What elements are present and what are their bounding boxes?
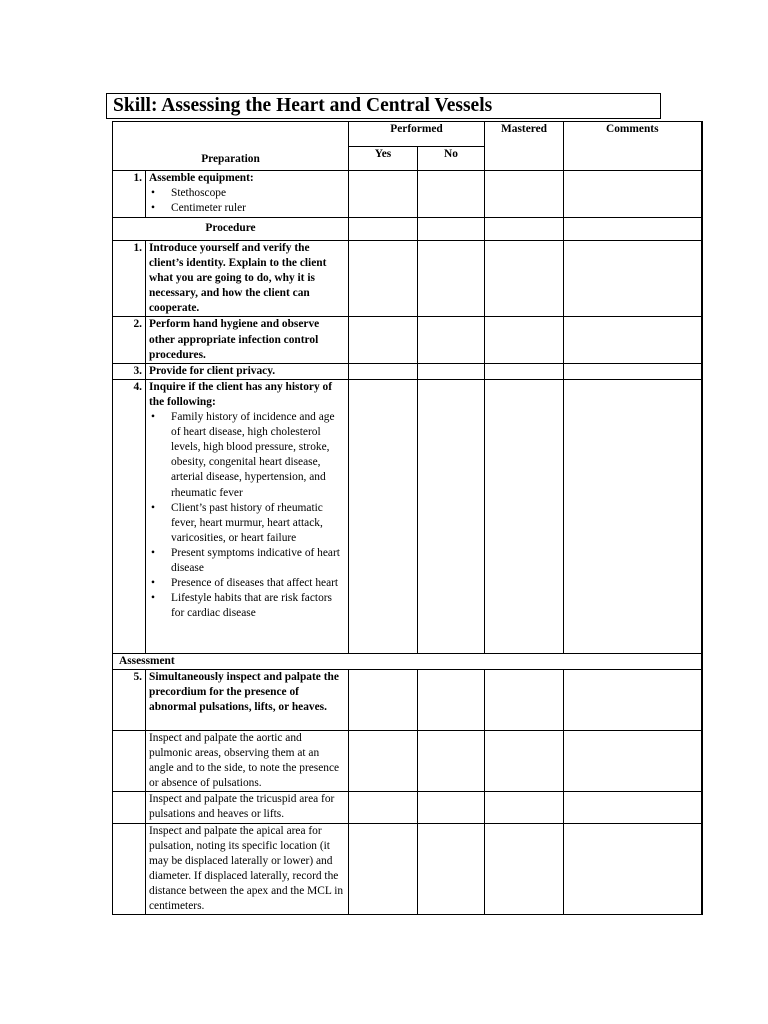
mastered-cell[interactable] [485,363,564,379]
substep-text: Inspect and palpate the apical area for pulsation, noting its specific location (it may be displaced laterally or lower) and diameter. If displaced laterally, record the distance between the apex and the MCL in centimeters. [146,823,349,915]
no-cell[interactable] [418,792,485,823]
mastered-cell[interactable] [485,823,564,915]
comments-header: Comments [564,122,702,171]
mastered-header: Mastered [485,122,564,171]
substep-text: Inspect and palpate the tricuspid area for pulsations and heaves or lifts. [146,792,349,823]
mastered-cell[interactable] [485,792,564,823]
step-title: Inquire if the client has any history of the following: [149,380,333,408]
comments-cell[interactable] [564,317,702,363]
comments-cell[interactable] [564,241,702,317]
step-number: 1. [113,241,146,317]
no-cell[interactable] [418,823,485,915]
yes-cell[interactable] [349,823,418,915]
comments-cell[interactable] [564,792,702,823]
yes-cell[interactable] [349,171,418,218]
step-number: 2. [113,317,146,363]
yes-cell[interactable] [349,241,418,317]
mastered-cell[interactable] [485,379,564,653]
step-number-empty [113,823,146,915]
header-row-top [113,122,702,147]
no-cell[interactable] [418,730,485,791]
table-row [113,669,702,730]
mastered-cell[interactable] [485,218,564,241]
mastered-cell[interactable] [485,241,564,317]
no-cell[interactable] [418,171,485,218]
assessment-header-row [113,653,702,669]
procedure-header-row [113,218,702,241]
list-item: • Client’s past history of rheumatic fever, heart murmur, heart attack, varicosities, or heart failure [171,501,345,546]
no-cell[interactable] [418,363,485,379]
step-number-empty [113,792,146,823]
substep-text: Inspect and palpate the aortic and pulmonic areas, observing them at an angle and to the side, to note the presence or absence of pulsations. [146,730,349,791]
yes-cell[interactable] [349,792,418,823]
mastered-cell[interactable] [485,730,564,791]
no-cell[interactable] [418,218,485,241]
no-cell[interactable] [418,317,485,363]
performed-header: Performed [349,122,485,147]
step-text: Introduce yourself and verify the client’s identity. Explain to the client what you are going to do, why it is necessary, and how the client can cooperate. [146,241,349,317]
yes-cell[interactable] [349,730,418,791]
step-number: 4. [113,379,146,653]
step-number: 3. [113,363,146,379]
step-title: Assemble equipment: [149,172,254,184]
table-row [113,730,702,791]
list-item: • Present symptoms indicative of heart disease [171,546,345,576]
list-item: • Family history of incidence and age of heart disease, high cholesterol levels, high blood pressure, stroke, obesity, congenital heart disease, arterial disease, hypertension, and rheumatic fever [171,410,345,501]
table-row [113,823,702,915]
table-row [113,792,702,823]
list-item: • Stethoscope [171,186,345,201]
list-item: • Presence of diseases that affect heart [171,576,345,591]
no-cell[interactable] [418,241,485,317]
skill-checklist-table [112,121,703,915]
bullet-list [149,410,345,621]
step-text: Provide for client privacy. [146,363,349,379]
mastered-cell[interactable] [485,171,564,218]
comments-cell[interactable] [564,363,702,379]
yes-header: Yes [349,147,418,171]
comments-cell[interactable] [564,379,702,653]
page-title: Skill: Assessing the Heart and Central Vessels [113,95,493,116]
table-row [113,241,702,317]
comments-cell[interactable] [564,730,702,791]
no-header: No [418,147,485,171]
step-number: 5. [113,669,146,730]
bullet-list [149,186,345,216]
yes-cell[interactable] [349,218,418,241]
step-text [146,171,349,218]
yes-cell[interactable] [349,363,418,379]
table-row [113,317,702,363]
comments-cell[interactable] [564,218,702,241]
mastered-cell[interactable] [485,669,564,730]
comments-cell[interactable] [564,669,702,730]
comments-cell[interactable] [564,823,702,915]
table-row [113,379,702,653]
list-item: • Lifestyle habits that are risk factors for cardiac disease [171,591,345,621]
yes-cell[interactable] [349,669,418,730]
step-number-empty [113,730,146,791]
procedure-header: Procedure [113,218,349,241]
assessment-header: Assessment [113,653,702,669]
step-text: Perform hand hygiene and observe other appropriate infection control procedures. [146,317,349,363]
yes-cell[interactable] [349,379,418,653]
mastered-cell[interactable] [485,317,564,363]
comments-cell[interactable] [564,171,702,218]
no-cell[interactable] [418,379,485,653]
table-row [113,171,702,218]
step-text: Simultaneously inspect and palpate the precordium for the presence of abnormal pulsations, lifts, or heaves. [146,669,349,730]
yes-cell[interactable] [349,317,418,363]
no-cell[interactable] [418,669,485,730]
table-row [113,363,702,379]
step-number: 1. [113,171,146,218]
list-item: • Centimeter ruler [171,201,345,216]
title-box [106,93,661,119]
step-text [146,379,349,653]
preparation-header: Preparation [113,122,349,171]
